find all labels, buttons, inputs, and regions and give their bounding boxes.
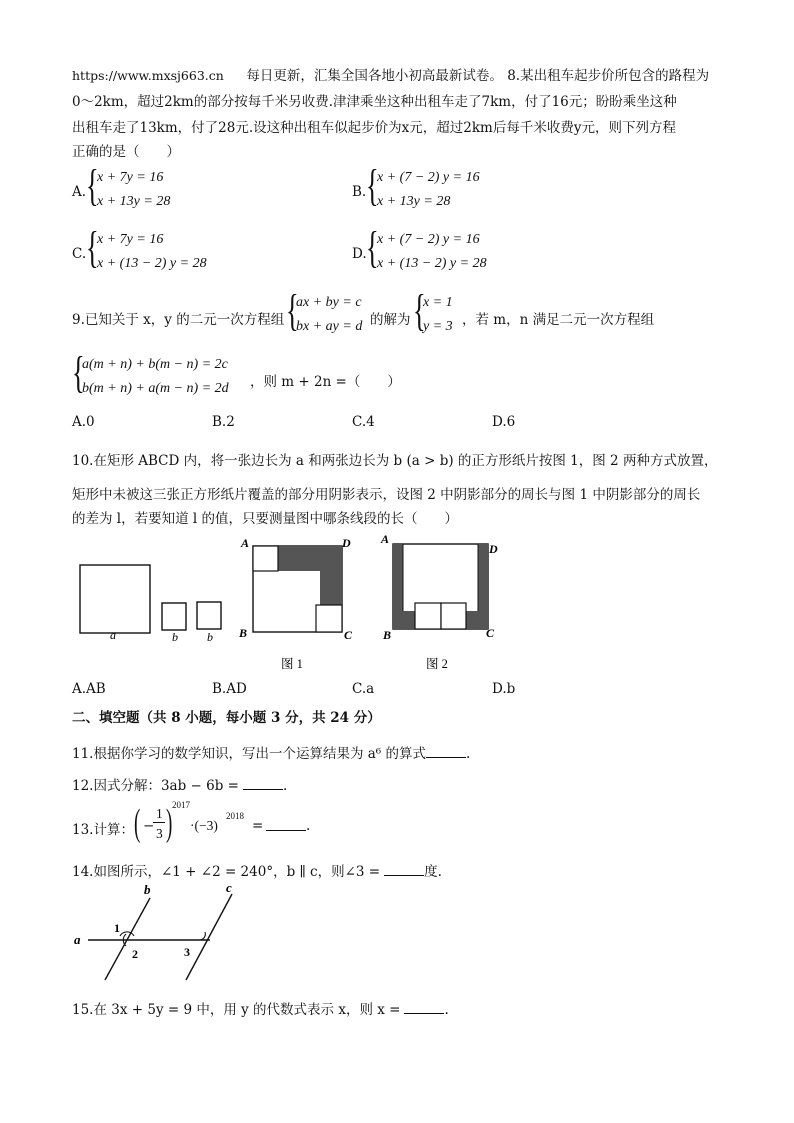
q8-b-eq2: x + 13y = 28 bbox=[377, 194, 451, 209]
label-line-b: b bbox=[144, 882, 151, 897]
q9-sys3: a(m + n) + b(m − n) = 2c bbox=[82, 357, 228, 372]
q8-a-eq1: x + 7y = 16 bbox=[97, 170, 164, 185]
q10-figure bbox=[0, 525, 794, 675]
q11: 11.根据你学习的数学知识，写出一个运算结果为 a⁶ 的算式 . bbox=[72, 746, 471, 762]
q9-ask: ，则 m + 2n =（ ） bbox=[250, 374, 401, 390]
fig2-label-A: A bbox=[381, 532, 390, 546]
q10-line1: 10.在矩形 ABCD 内，将一张边长为 a 和两张边长为 b (a > b) 的正方形纸片按图 1，图 2 两种方式放置， bbox=[72, 453, 718, 469]
q9-prefix: 9.已知关于 x，y 的二元一次方程组 bbox=[72, 312, 285, 328]
label-b2: b bbox=[207, 630, 213, 644]
label-b1: b bbox=[172, 630, 178, 644]
angle-2: 2 bbox=[132, 947, 138, 961]
q9-option-b[interactable]: B.2 bbox=[212, 414, 235, 430]
q15: 15.在 3x + 5y = 9 中，用 y 的代数式表示 x，则 x = . bbox=[72, 1002, 449, 1018]
q10-option-b[interactable]: B.AD bbox=[212, 681, 247, 697]
q9-sol1: x = 1 bbox=[423, 295, 453, 310]
line-b bbox=[105, 898, 150, 980]
q8-a-eq2: x + 13y = 28 bbox=[97, 194, 171, 209]
q8-c-eq1: x + 7y = 16 bbox=[97, 232, 164, 247]
caption-fig1: 图 1 bbox=[281, 657, 303, 671]
q14-answer-blank[interactable] bbox=[384, 863, 424, 876]
shaded-region-1 bbox=[278, 546, 342, 605]
fig1-label-C: C bbox=[344, 628, 353, 642]
q8-d-eq1: x + (7 − 2) y = 16 bbox=[377, 232, 480, 247]
label-line-c: c bbox=[226, 880, 232, 895]
q9-suffix: ，若 m，n 满足二元一次方程组 bbox=[462, 312, 655, 328]
q9-sys1: ax + by = c bbox=[296, 295, 362, 310]
q11-answer-blank[interactable] bbox=[426, 745, 466, 758]
shaded-right bbox=[466, 544, 488, 629]
q10-option-d[interactable]: D.b bbox=[492, 681, 516, 697]
q14: 14.如图所示，∠1 + ∠2 = 240°，b ∥ c，则∠3 = 度. bbox=[72, 864, 442, 880]
q8-line2: 0～2km，超过2km的部分按每千米另收费.津津乘坐这种出租车走了7km，付了16元；盼盼乘坐这种 bbox=[72, 94, 677, 110]
q9-mid: 的解为 bbox=[370, 312, 411, 328]
q8-line4: 正确的是（ ） bbox=[72, 144, 180, 160]
square-b2 bbox=[197, 602, 221, 629]
shaded-left bbox=[393, 544, 415, 629]
q8-stem-start: 8.某出租车起步价所包含的路程为 bbox=[507, 68, 710, 84]
q13-answer-blank[interactable] bbox=[266, 818, 306, 831]
angle-1: 1 bbox=[114, 921, 120, 935]
q14-figure bbox=[60, 880, 260, 990]
label-line-a: a bbox=[74, 932, 81, 947]
fig1-label-B: B bbox=[239, 626, 248, 640]
q9-option-a[interactable]: A.0 bbox=[72, 414, 95, 430]
square-b1 bbox=[162, 603, 186, 630]
figure-2 bbox=[380, 532, 498, 642]
q9-sol2: y = 3 bbox=[423, 319, 453, 334]
fig1-label-A: A bbox=[241, 536, 250, 550]
q8-line3: 出租车走了13km，付了28元.设这种出租车似起步价为x元，超过2km后每千米收费y元，则下列方程 bbox=[72, 120, 676, 136]
fig1-label-D: D bbox=[342, 536, 351, 550]
label-a: a bbox=[110, 628, 116, 642]
fig2-label-C: C bbox=[486, 626, 495, 640]
q9-option-c[interactable]: C.4 bbox=[352, 414, 375, 430]
q9-sys2: bx + ay = d bbox=[296, 319, 363, 334]
section-title: 二、填空题（共 8 小题，每小题 3 分，共 24 分） bbox=[72, 710, 381, 726]
q10-option-c[interactable]: C.a bbox=[352, 681, 375, 697]
fig2-label-B: B bbox=[383, 628, 392, 642]
q10-line3: 的差为 l，若要知道 l 的值，只要测量图中哪条线段的长（ ） bbox=[72, 511, 459, 527]
q12: 12.因式分解：3ab − 6b = . bbox=[72, 778, 288, 794]
q8-d-eq2: x + (13 − 2) y = 28 bbox=[377, 256, 487, 271]
header-url[interactable]: https://www.mxsj663.cn bbox=[72, 68, 224, 83]
line-c bbox=[186, 894, 232, 980]
q8-line1 bbox=[72, 64, 709, 84]
q8-b-eq1: x + (7 − 2) y = 16 bbox=[377, 170, 480, 185]
q9-option-d[interactable]: D.6 bbox=[492, 414, 516, 430]
header-tagline: 每日更新，汇集全国各地小初高最新试卷。 bbox=[246, 68, 503, 84]
angle-3: 3 bbox=[184, 945, 190, 959]
fig2-label-D: D bbox=[489, 542, 498, 556]
caption-fig2: 图 2 bbox=[426, 657, 448, 671]
q12-answer-blank[interactable] bbox=[243, 777, 283, 790]
q15-answer-blank[interactable] bbox=[404, 1001, 444, 1014]
square-a bbox=[80, 565, 150, 633]
q10-option-a[interactable]: A.AB bbox=[72, 681, 106, 697]
q8-c-eq2: x + (13 − 2) y = 28 bbox=[97, 256, 207, 271]
q9-sys4: b(m + n) + a(m − n) = 2d bbox=[82, 381, 229, 396]
figure-1 bbox=[238, 536, 353, 642]
q10-line2: 矩形中未被这三张正方形纸片覆盖的部分用阴影表示，设图 2 中阴影部分的周长与图 1 中阴影部分的周长 bbox=[72, 487, 701, 503]
